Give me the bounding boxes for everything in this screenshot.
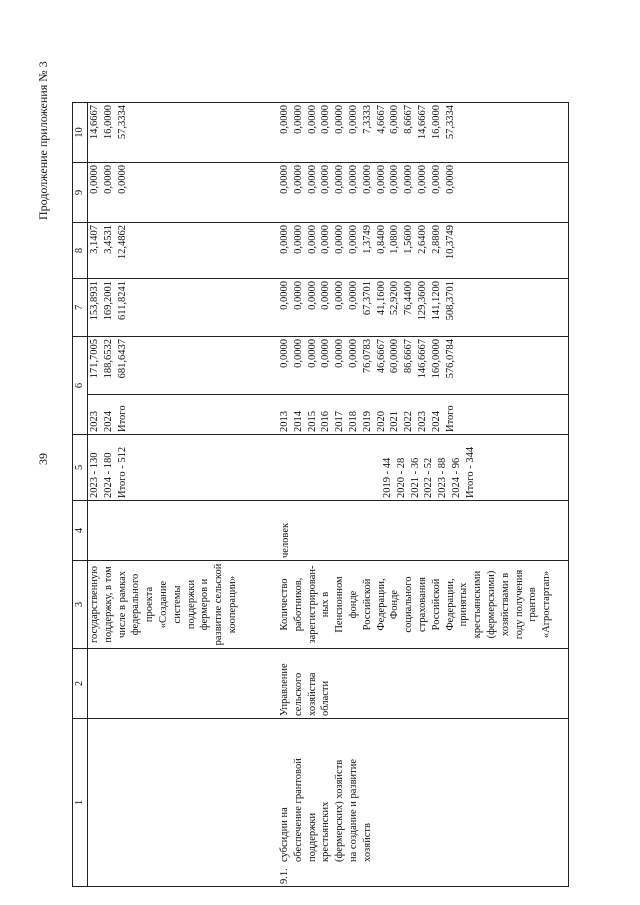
value-cell: 160,0000: [430, 339, 442, 379]
text-line: Федерации,: [444, 578, 456, 631]
value-cell: 0,0000: [279, 105, 290, 134]
text-line: проекта: [144, 586, 156, 623]
value-cell: 0,0000: [347, 281, 359, 310]
value-cell: 508,3701: [444, 281, 456, 321]
header-cell-6: 6: [73, 337, 88, 435]
text-line: грантов: [527, 587, 539, 622]
value-cell: 0,0000: [320, 339, 332, 368]
text-line: ных в: [320, 591, 332, 618]
value-cell: 2,6400: [416, 225, 428, 254]
value-cell: 0,0000: [116, 165, 128, 194]
value-cell: 46,6667: [375, 339, 387, 374]
value-cell: 0,0000: [430, 165, 442, 194]
text-line: Фонде: [389, 589, 401, 620]
text-line: крестьянскими: [472, 570, 484, 639]
cell-years: [88, 395, 279, 435]
text-line: «Агростартап»: [541, 570, 553, 639]
value-cell: 0,0000: [279, 339, 290, 368]
value-cell: 0,0000: [334, 165, 346, 194]
text-line: области: [320, 680, 332, 716]
value-cell: 681,6437: [116, 339, 128, 379]
value-cell: 0,0000: [416, 165, 428, 194]
text-line: поддержку, в том: [102, 566, 114, 643]
target-value: 2019 - 44: [382, 457, 393, 498]
target-value: 2024 - 96: [450, 457, 462, 498]
value-cell: 67,3701: [361, 281, 373, 316]
text-line: Количество: [279, 578, 290, 631]
text-line: фонде: [347, 590, 359, 619]
cell-executor: [278, 649, 569, 719]
year-label: 2023: [416, 411, 428, 432]
value-cell: 169,2001: [102, 281, 114, 321]
value-cell: 0,0000: [389, 165, 401, 194]
value-cell: 57,3334: [444, 105, 456, 140]
target-value: 2023 - 130: [89, 452, 100, 498]
value-cell: 12,4862: [116, 225, 128, 260]
value-cell: 14,6667: [89, 105, 100, 140]
value-cell: 0,0000: [306, 165, 318, 194]
value-cell: 60,0000: [389, 339, 401, 374]
cell-values-local: [88, 163, 279, 223]
text-line: зарегистрирован-: [306, 565, 318, 644]
value-cell: 0,0000: [334, 225, 346, 254]
cell-values-regional: [88, 223, 279, 279]
value-cell: 0,0000: [320, 225, 332, 254]
value-cell: 188,6532: [102, 339, 114, 379]
value-cell: 171,7005: [89, 339, 100, 379]
cell-values-total: [278, 337, 569, 395]
header-cell-2: 2: [73, 649, 88, 719]
value-cell: 0,0000: [292, 165, 304, 194]
value-cell: 0,0000: [347, 225, 359, 254]
value-cell: 10,3749: [444, 225, 456, 260]
cell-empty: [88, 501, 279, 561]
value-cell: 0,0000: [347, 105, 359, 134]
cell-unit: [278, 501, 569, 561]
value-cell: 86,6667: [403, 339, 415, 374]
cell-values-local: [278, 163, 569, 223]
year-label: Итого: [116, 405, 128, 432]
text-line: страхования: [416, 577, 428, 632]
data-table: [72, 102, 569, 887]
header-cell-3: 3: [73, 561, 88, 649]
value-cell: 0,0000: [320, 165, 332, 194]
year-label: 2018: [347, 411, 359, 432]
text-line: принятых: [458, 582, 470, 627]
text-line: поддержки: [185, 579, 197, 630]
value-cell: 0,0000: [320, 105, 332, 134]
value-cell: 0,0000: [279, 225, 290, 254]
year-label: 2020: [375, 411, 387, 432]
text-line: системы: [171, 585, 183, 624]
value-cell: 0,8400: [375, 225, 387, 254]
year-label: 2013: [279, 411, 290, 432]
value-cell: 14,6667: [416, 105, 428, 140]
table-row-continued: [88, 103, 279, 887]
value-cell: 0,0000: [347, 339, 359, 368]
value-cell: 3,4531: [102, 225, 114, 254]
cell-values-regional: [278, 223, 569, 279]
value-cell: 0,0000: [347, 165, 359, 194]
value-cell: 0,0000: [306, 225, 318, 254]
year-label: 2019: [361, 411, 373, 432]
header-cell-4: 4: [73, 501, 88, 561]
value-cell: 0,0000: [334, 105, 346, 134]
value-cell: 611,8241: [116, 281, 128, 320]
text-line: субсидии на: [279, 807, 290, 862]
text-line: федерального: [130, 573, 142, 636]
cell-values-other: [278, 103, 569, 163]
value-cell: 0,0000: [334, 281, 346, 310]
value-cell: 0,0000: [292, 225, 304, 254]
text-line: Управление: [279, 663, 290, 716]
target-value: 2022 - 52: [423, 457, 435, 498]
text-line: (фермерскими): [485, 570, 497, 639]
cell-indicator-text: [278, 561, 569, 649]
text-line: числе в рамках: [116, 570, 128, 639]
target-value: Итого - 344: [464, 446, 476, 498]
value-cell: 76,4400: [403, 281, 415, 316]
header-row: [73, 103, 88, 887]
text-line: поддержки: [306, 812, 318, 862]
value-cell: 0,0000: [292, 339, 304, 368]
value-cell: 0,0000: [279, 165, 290, 194]
value-cell: 0,0000: [279, 281, 290, 310]
text-line: «Создание: [157, 580, 169, 629]
year-label: Итого: [444, 405, 456, 432]
value-cell: 76,0783: [361, 339, 373, 374]
page-number: 39: [36, 453, 50, 465]
text-line: сельского: [292, 672, 304, 716]
target-value: 2020 - 28: [395, 457, 407, 498]
text-line: хозяйствами в: [499, 572, 511, 637]
text-line: развитие сельской: [213, 563, 225, 646]
text-line: Пенсионном: [334, 576, 346, 633]
value-cell: 0,0000: [292, 281, 304, 310]
header-cell-8: 8: [73, 223, 88, 279]
year-label: 2023: [89, 411, 100, 432]
value-cell: 1,5600: [403, 225, 415, 254]
value-cell: 0,0000: [292, 105, 304, 134]
value-cell: 576,0784: [444, 339, 456, 379]
cell-values-total: [88, 337, 279, 395]
cell-indicator-text: [88, 561, 279, 649]
cell-empty: [88, 649, 279, 719]
value-cell: 4,6667: [375, 105, 387, 134]
value-cell: 41,1600: [375, 281, 387, 316]
cell-target-values: [278, 435, 569, 501]
text-line: государственную: [89, 565, 100, 644]
value-cell: 0,0000: [306, 105, 318, 134]
year-label: 2024: [430, 411, 442, 432]
text-line: (фермерских) хозяйств: [334, 759, 346, 862]
text-line: хозяйств: [361, 823, 373, 862]
value-cell: 0,0000: [334, 339, 346, 368]
year-label: 2016: [320, 411, 332, 432]
cell-values-federal: [278, 279, 569, 337]
text-line: фермеров и: [199, 578, 211, 631]
unit-label: человек: [280, 522, 291, 558]
text-line: Российской: [430, 578, 442, 631]
target-value: 2024 - 180: [102, 452, 114, 498]
value-cell: 6,0000: [389, 105, 401, 134]
cell-measure-name: [278, 719, 569, 887]
text-line: работников,: [292, 577, 304, 632]
value-cell: 0,0000: [306, 339, 318, 368]
header-cell-5: 5: [73, 435, 88, 501]
header-cell-9: 9: [73, 163, 88, 223]
value-cell: 1,3749: [361, 225, 373, 254]
text-line: обеспечение грантовой: [292, 758, 304, 862]
row-number: 9.1.: [279, 868, 290, 884]
target-value: 2021 - 36: [409, 457, 421, 498]
value-cell: 0,0000: [89, 165, 100, 194]
table-row-9-1: [278, 103, 569, 887]
year-label: 2015: [306, 411, 318, 432]
target-value: 2023 - 88: [437, 457, 449, 498]
text-line: хозяйства: [306, 672, 318, 716]
value-cell: 153,8931: [89, 281, 100, 321]
value-cell: 0,0000: [306, 281, 318, 310]
cell-empty: [88, 719, 279, 887]
text-line: году получения: [513, 569, 525, 640]
cell-values-federal: [88, 279, 279, 337]
value-cell: 146,6667: [416, 339, 428, 379]
year-label: 2017: [334, 411, 346, 432]
value-cell: 141,1200: [430, 281, 442, 321]
value-cell: 0,0000: [102, 165, 114, 194]
year-label: 2021: [389, 411, 401, 432]
year-label: 2022: [403, 411, 415, 432]
header-cell-7: 7: [73, 279, 88, 337]
value-cell: 3,1407: [89, 225, 100, 254]
text-line: кооперации»: [226, 575, 238, 634]
text-line: на создание и развитие: [347, 758, 359, 862]
value-cell: 52,9200: [389, 281, 401, 316]
value-cell: 0,0000: [375, 165, 387, 194]
value-cell: 16,0000: [102, 105, 114, 140]
cell-target-values: [88, 435, 279, 501]
cell-values-other: [88, 103, 279, 163]
text-line: Федерации,: [375, 578, 387, 631]
text-line: крестьянских: [320, 801, 332, 862]
value-cell: 57,3334: [116, 105, 128, 140]
value-cell: 16,0000: [430, 105, 442, 140]
header-cell-10: 10: [73, 103, 88, 163]
year-label: 2014: [292, 411, 304, 432]
value-cell: 0,0000: [444, 165, 456, 194]
year-label: 2024: [102, 411, 114, 432]
appendix-label: Продолжение приложения № 3: [36, 61, 50, 220]
value-cell: 0,0000: [403, 165, 415, 194]
value-cell: 7,3333: [361, 105, 373, 134]
value-cell: 0,0000: [361, 165, 373, 194]
text-line: Российской: [361, 578, 373, 631]
target-value: Итого - 512: [116, 446, 128, 498]
value-cell: 8,6667: [403, 105, 415, 134]
value-cell: 1,0800: [389, 225, 401, 254]
value-cell: 129,3600: [416, 281, 428, 321]
text-line: социального: [403, 576, 415, 633]
value-cell: 2,8800: [430, 225, 442, 254]
value-cell: 0,0000: [320, 281, 332, 310]
header-cell-1: 1: [73, 719, 88, 887]
cell-years: [278, 395, 569, 435]
